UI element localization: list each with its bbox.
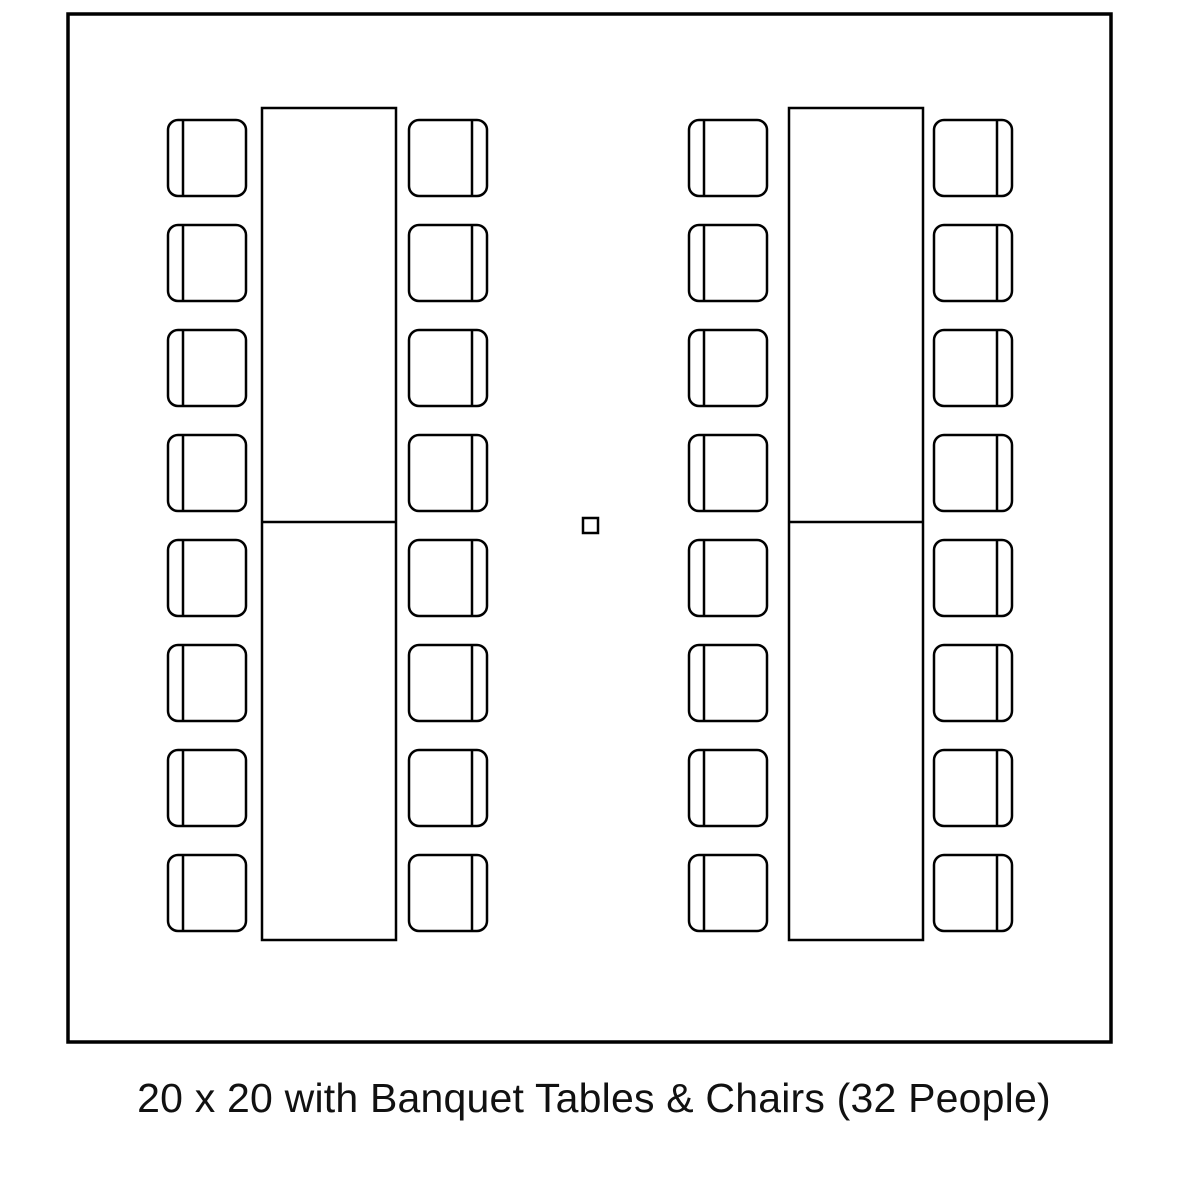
center-point-marker bbox=[583, 518, 598, 533]
chair bbox=[168, 750, 246, 826]
chair bbox=[168, 120, 246, 196]
chair bbox=[689, 750, 767, 826]
chair bbox=[934, 225, 1012, 301]
chair bbox=[409, 225, 487, 301]
chair bbox=[934, 855, 1012, 931]
chair bbox=[168, 855, 246, 931]
floorplan-caption: 20 x 20 with Banquet Tables & Chairs (32 People) bbox=[137, 1075, 1051, 1121]
chair bbox=[934, 330, 1012, 406]
chair bbox=[934, 120, 1012, 196]
chair bbox=[689, 120, 767, 196]
chair bbox=[409, 750, 487, 826]
chair bbox=[689, 855, 767, 931]
chair bbox=[934, 750, 1012, 826]
chair bbox=[409, 435, 487, 511]
chair bbox=[168, 645, 246, 721]
chair bbox=[934, 435, 1012, 511]
chair bbox=[409, 855, 487, 931]
banquet-table-left bbox=[262, 108, 396, 940]
chair bbox=[689, 645, 767, 721]
chair bbox=[168, 540, 246, 616]
chair bbox=[409, 540, 487, 616]
chair bbox=[409, 330, 487, 406]
chair bbox=[409, 645, 487, 721]
chair bbox=[168, 225, 246, 301]
chair bbox=[168, 330, 246, 406]
chair bbox=[409, 120, 487, 196]
chair bbox=[168, 435, 246, 511]
chair bbox=[934, 645, 1012, 721]
chair bbox=[934, 540, 1012, 616]
banquet-table-right bbox=[789, 108, 923, 940]
chair bbox=[689, 330, 767, 406]
chair bbox=[689, 435, 767, 511]
chair bbox=[689, 540, 767, 616]
chair bbox=[689, 225, 767, 301]
